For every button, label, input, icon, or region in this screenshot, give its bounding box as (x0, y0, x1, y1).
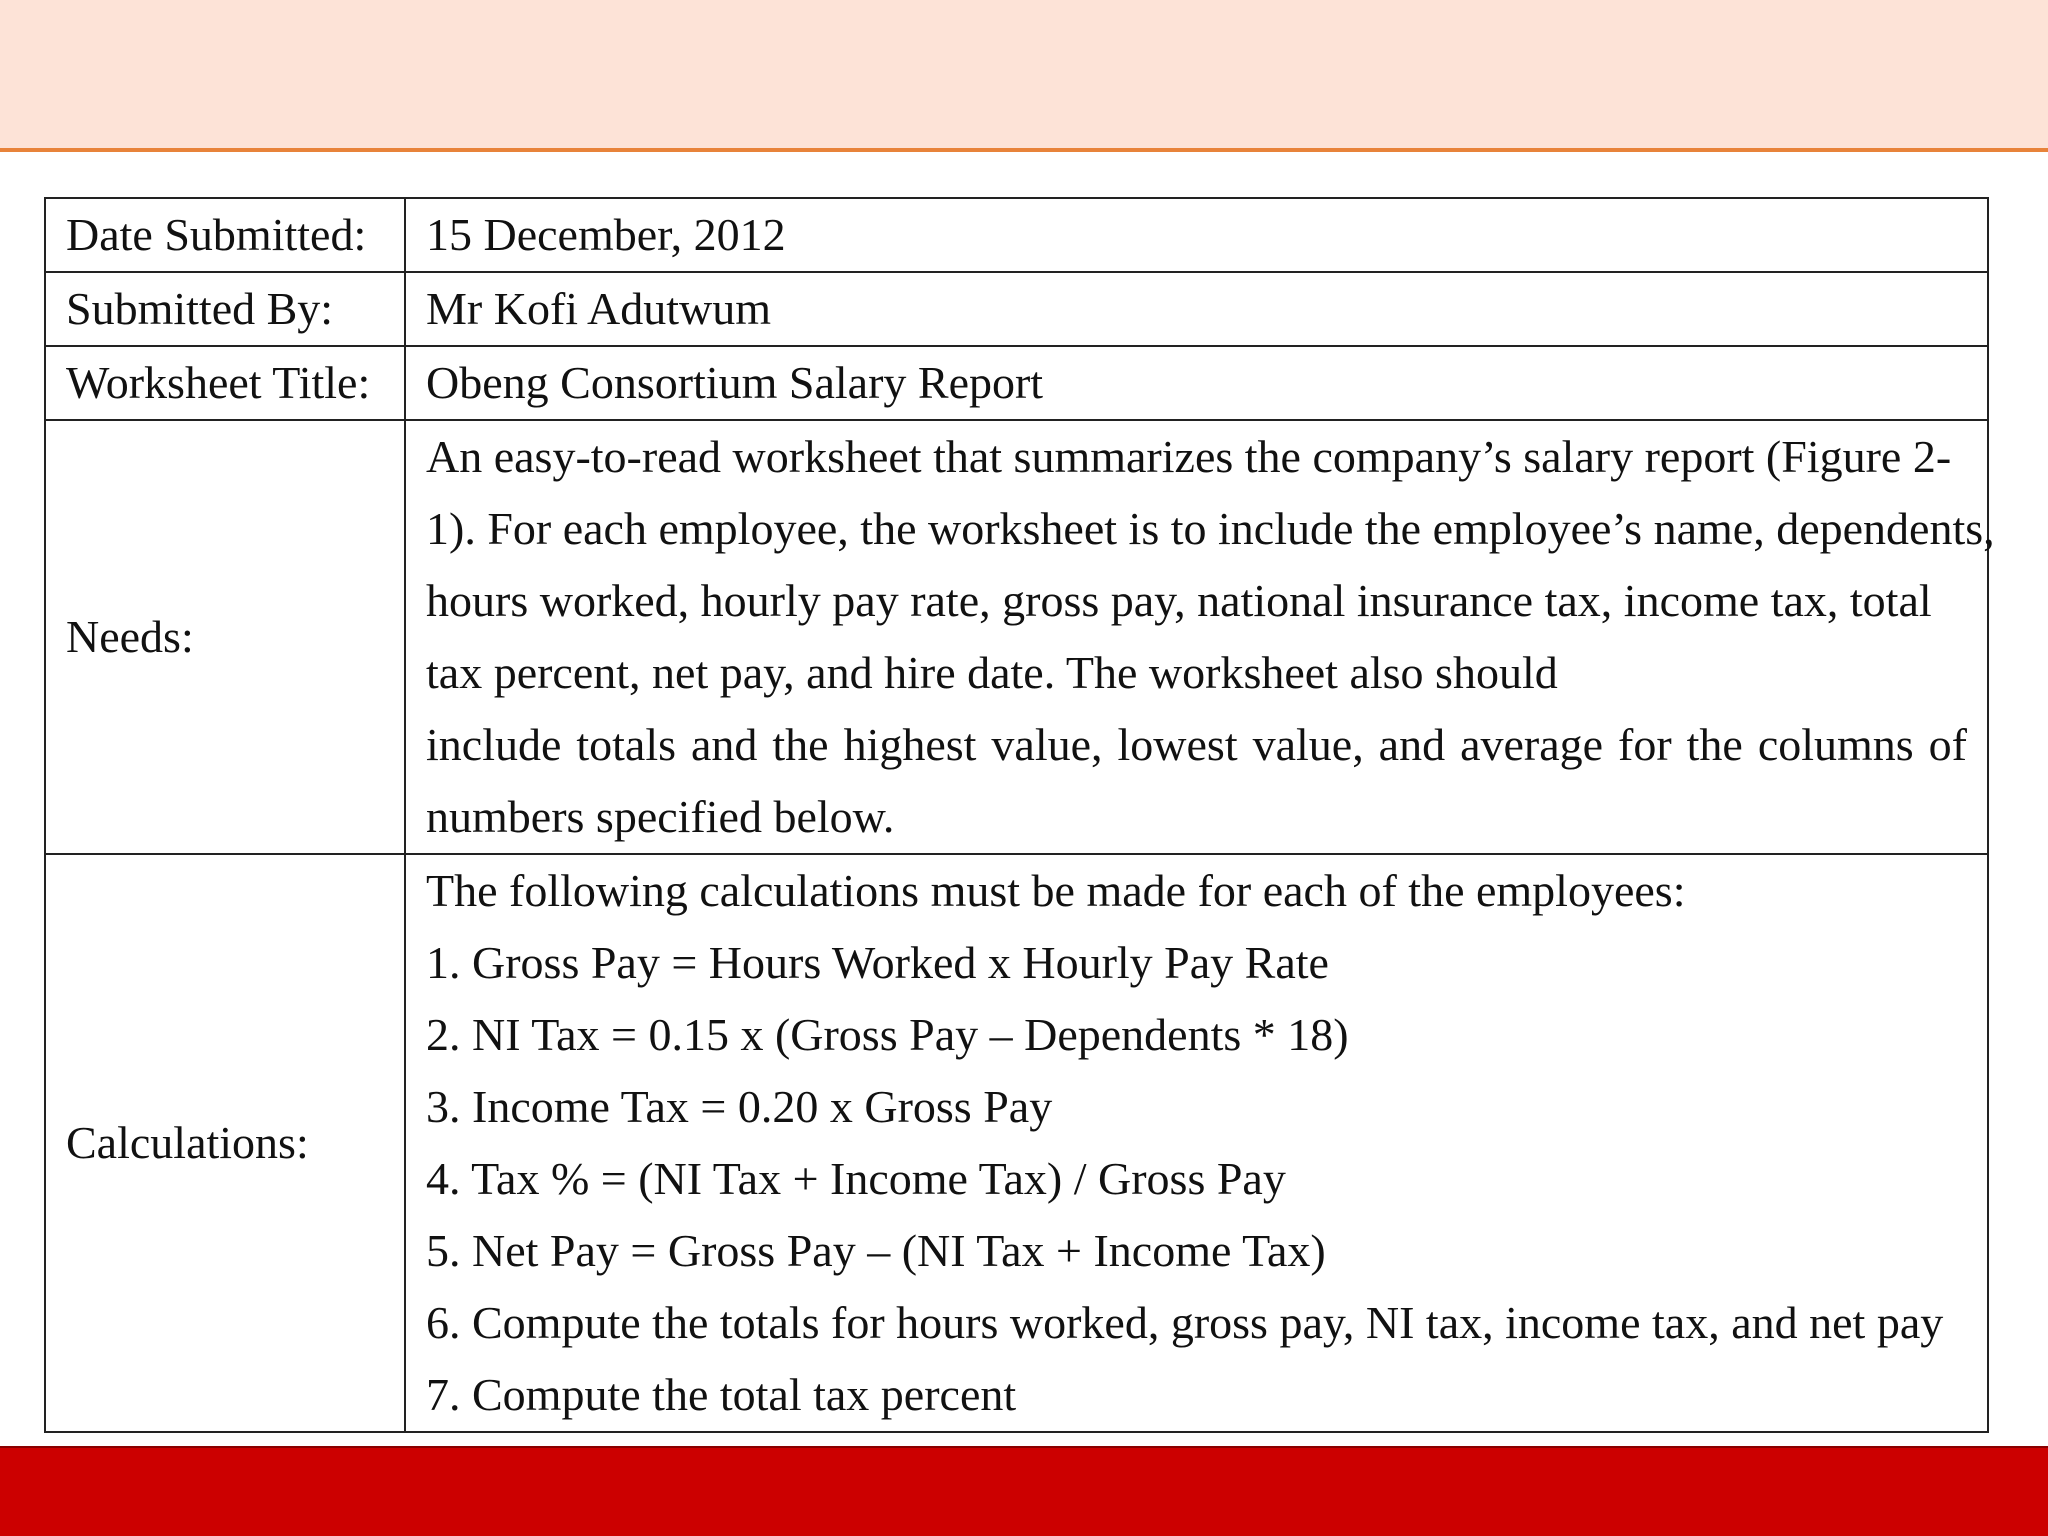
date-submitted-value: 15 December, 2012 (405, 198, 1988, 272)
needs-description (405, 420, 1995, 854)
slide-header-band (0, 0, 2048, 152)
needs-line: numbers specified below. (426, 791, 895, 842)
worksheet-title-value: Obeng Consortium Salary Report (405, 346, 1988, 420)
calculation-line: 6. Compute the totals for hours worked, gross pay, NI tax, income tax, and net pay (426, 1297, 1944, 1348)
table-row-date-submitted (45, 198, 1988, 272)
needs-line: An easy-to-read worksheet that summarizes the company’s salary report (Figure 2- (426, 431, 1952, 482)
submitted-by-label: Submitted By: (45, 272, 405, 346)
table-row-submitted-by (45, 272, 1988, 346)
calculations-label: Calculations: (45, 854, 405, 1432)
calculation-line: 1. Gross Pay = Hours Worked x Hourly Pay Rate (426, 937, 1329, 988)
calculation-line: 4. Tax % = (NI Tax + Income Tax) / Gross Pay (426, 1153, 1286, 1204)
needs-line: hours worked, hourly pay rate, gross pay, national insurance tax, income tax, total (426, 575, 1932, 626)
table-row-needs (45, 420, 1988, 854)
needs-line: 1). For each employee, the worksheet is to include the employee’s name, dependents, (426, 503, 1995, 554)
date-submitted-label: Date Submitted: (45, 198, 405, 272)
calculation-line: 7. Compute the total tax percent (426, 1369, 1017, 1420)
calculation-line: 5. Net Pay = Gross Pay – (NI Tax + Income Tax) (426, 1225, 1326, 1276)
calculation-line: The following calculations must be made for each of the employees: (426, 865, 1686, 916)
submitted-by-value: Mr Kofi Adutwum (405, 272, 1988, 346)
table-row-calculations (45, 854, 1988, 1432)
worksheet-title-label: Worksheet Title: (45, 346, 405, 420)
slide-footer-band (0, 1448, 2048, 1536)
needs-line: tax percent, net pay, and hire date. The worksheet also should (426, 647, 1558, 698)
requirements-table (44, 197, 1995, 1433)
needs-line: include totals and the highest value, lowest value, and average for the columns of (426, 719, 1967, 770)
calculation-line: 3. Income Tax = 0.20 x Gross Pay (426, 1081, 1053, 1132)
table-row-worksheet-title (45, 346, 1988, 420)
calculations-list (405, 854, 1988, 1432)
calculation-line: 2. NI Tax = 0.15 x (Gross Pay – Dependents * 18) (426, 1009, 1349, 1060)
needs-label: Needs: (45, 420, 405, 854)
